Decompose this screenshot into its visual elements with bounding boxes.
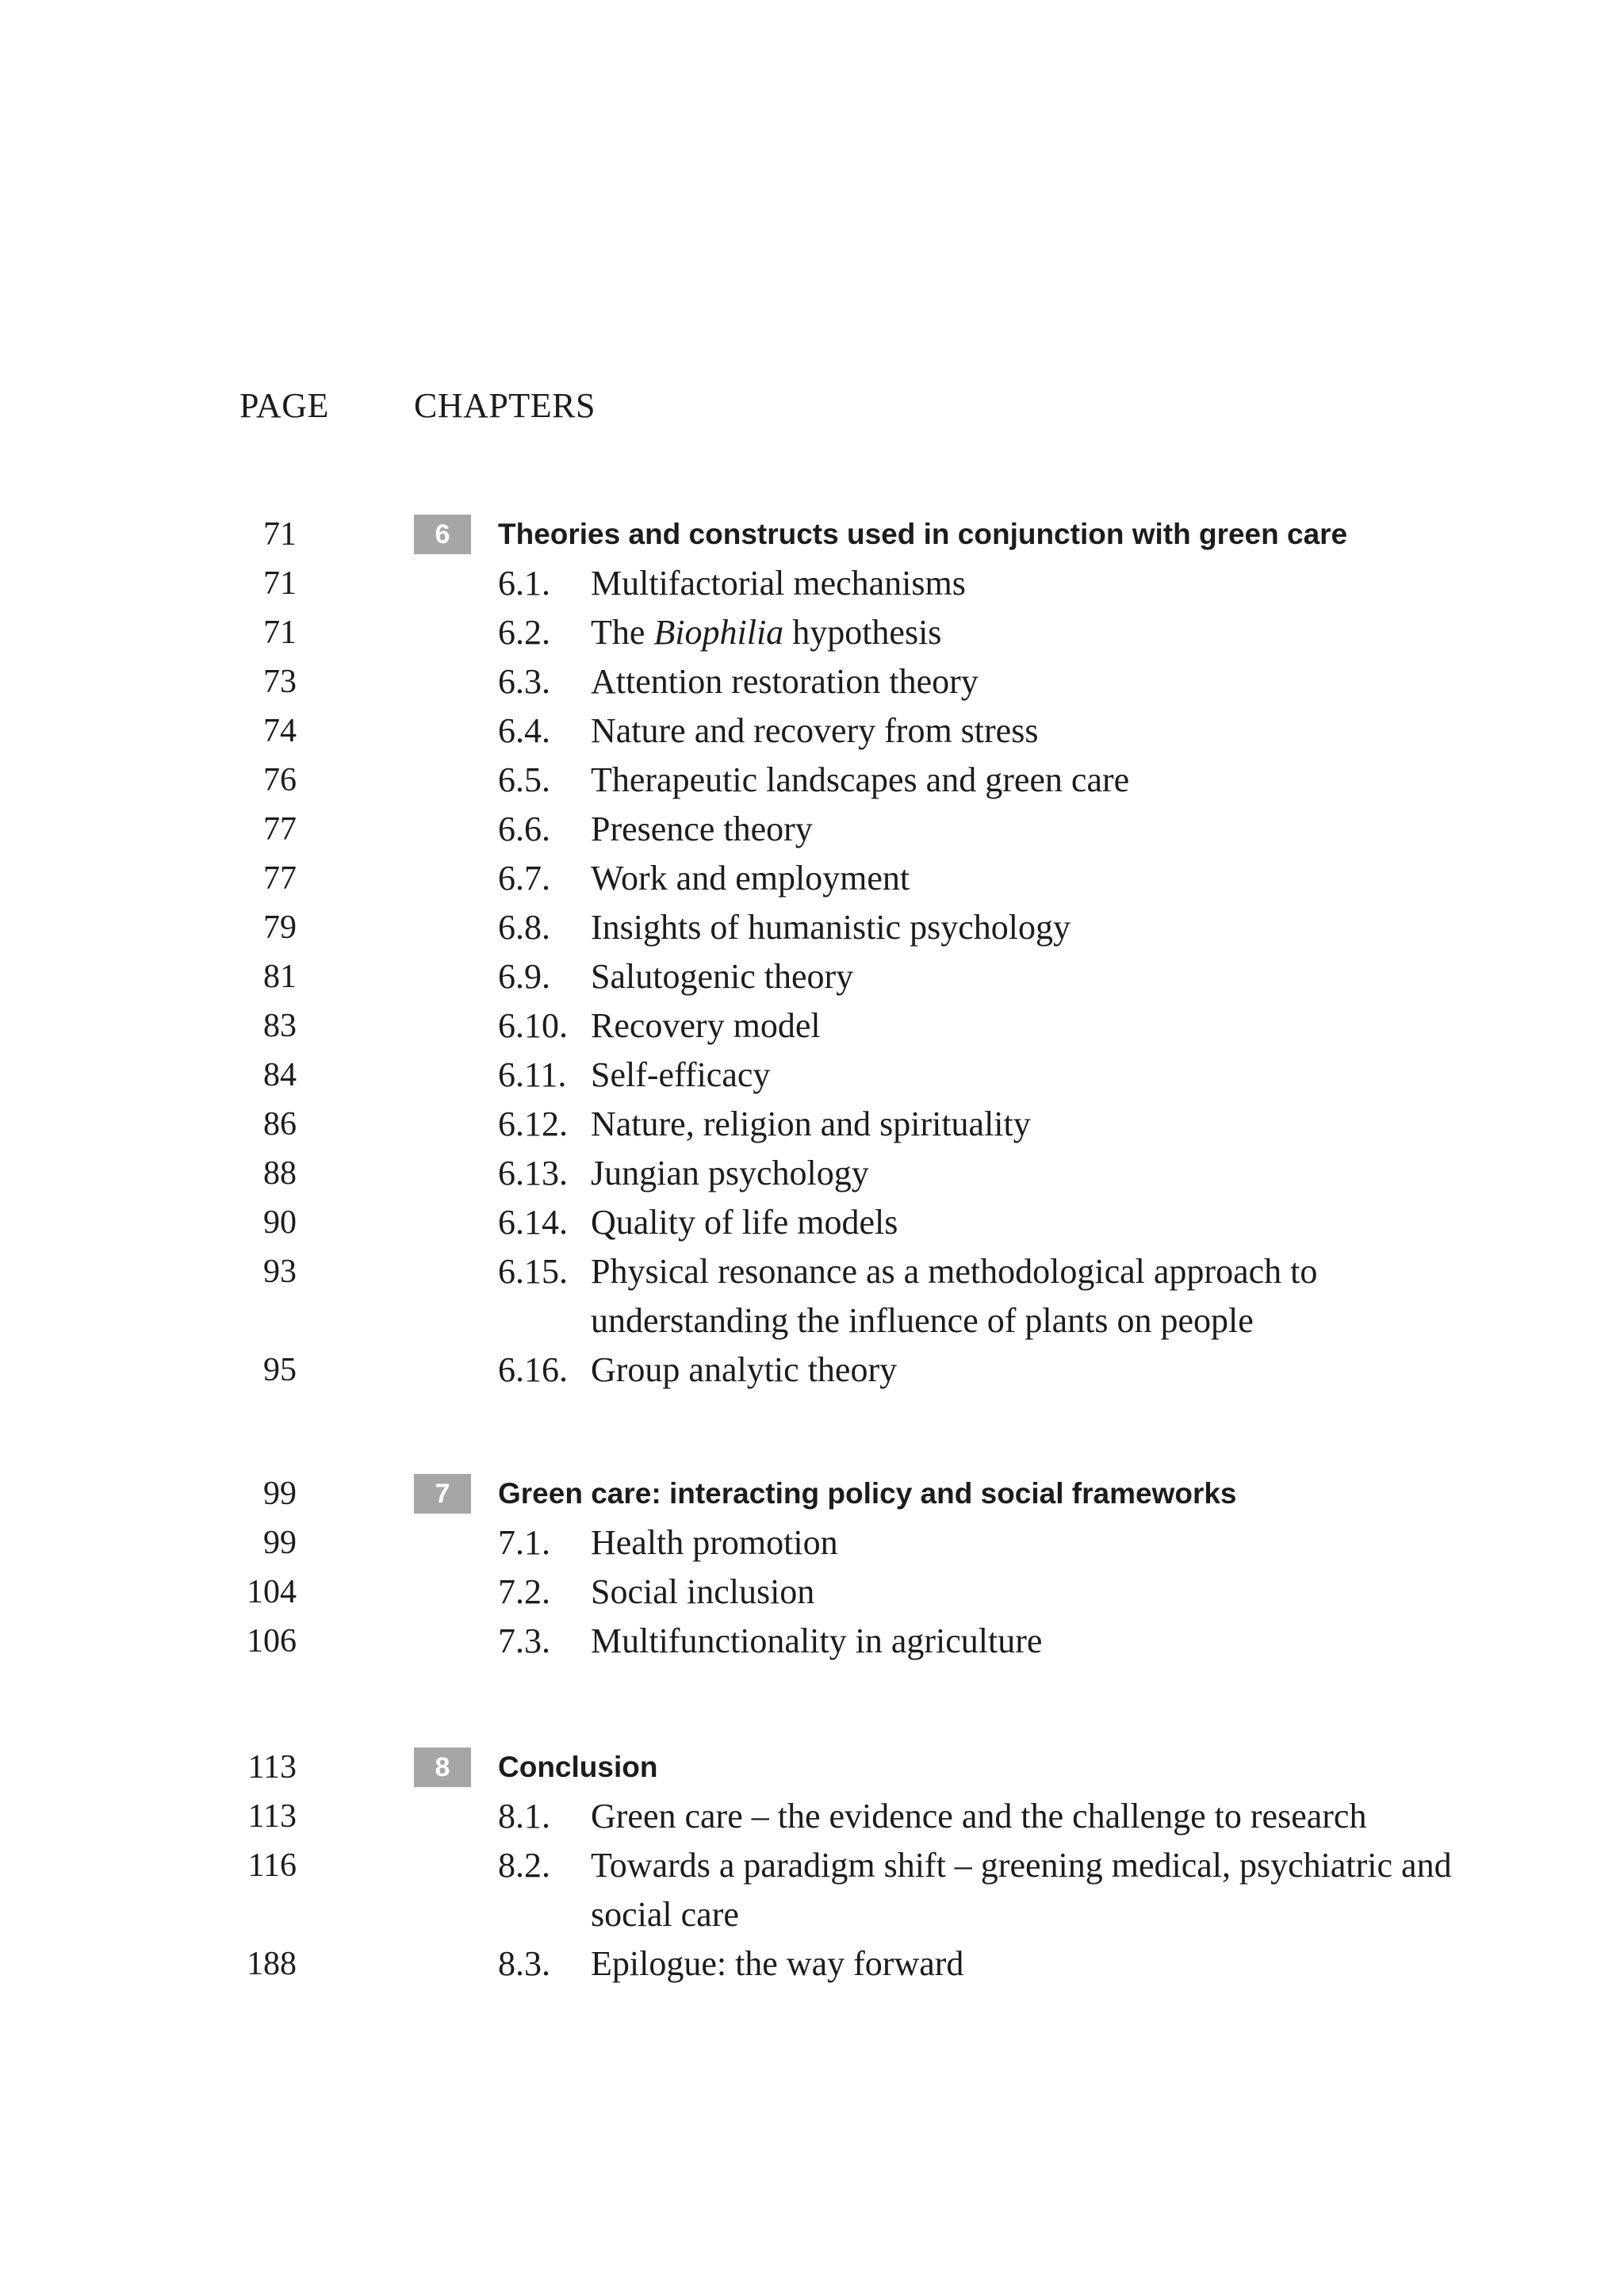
- chapter-page-number: 113: [247, 1749, 297, 1786]
- section-title: Social inclusion: [591, 1572, 815, 1611]
- entry-page-number: 99: [263, 1525, 297, 1561]
- entry-page-number: 106: [247, 1623, 297, 1659]
- toc-entry[interactable]: [0, 1841, 1624, 1939]
- toc-entry[interactable]: [0, 903, 1624, 952]
- toc-entry[interactable]: [0, 1346, 1624, 1395]
- entry-page-number: 88: [263, 1155, 297, 1192]
- chapter-page-number: 99: [263, 1476, 297, 1512]
- toc-entry[interactable]: [0, 805, 1624, 854]
- section-title: Multifunctionality in agriculture: [591, 1621, 1043, 1660]
- chapter-heading[interactable]: [0, 1743, 1624, 1792]
- section-title: Quality of life models: [591, 1203, 898, 1242]
- chapter-heading[interactable]: [0, 1469, 1624, 1518]
- section-number: 6.3.: [498, 662, 550, 701]
- section-number: 6.11.: [498, 1055, 567, 1094]
- section-title: Nature and recovery from stress: [591, 711, 1039, 750]
- entry-page-number: 116: [247, 1847, 297, 1884]
- toc-entry[interactable]: [0, 1617, 1624, 1666]
- section-number: 6.13.: [498, 1154, 568, 1192]
- entry-page-number: 83: [263, 1008, 297, 1044]
- section-title: Recovery model: [591, 1006, 821, 1045]
- chapter-6: [0, 510, 1624, 1395]
- entry-page-number: 76: [263, 762, 297, 798]
- section-title: Jungian psychology: [591, 1154, 869, 1192]
- toc-entry[interactable]: [0, 952, 1624, 1001]
- section-number: 6.8.: [498, 908, 550, 947]
- toc-entry[interactable]: [0, 559, 1624, 608]
- toc-entry[interactable]: [0, 1792, 1624, 1841]
- entry-page-number: 188: [247, 1946, 297, 1982]
- section-number: 6.16.: [498, 1350, 568, 1389]
- section-number: 8.2.: [498, 1846, 550, 1885]
- entry-page-number: 77: [263, 811, 297, 848]
- section-title: Nature, religion and spirituality: [591, 1104, 1031, 1143]
- toc-entry[interactable]: [0, 1149, 1624, 1198]
- section-title: Insights of humanistic psychology: [591, 908, 1071, 947]
- entry-page-number: 71: [263, 565, 297, 602]
- entry-page-number: 113: [247, 1798, 297, 1835]
- chapter-7: [0, 1469, 1624, 1666]
- toc-entry[interactable]: [0, 756, 1624, 805]
- entry-page-number: 104: [247, 1574, 297, 1610]
- section-title: Attention restoration theory: [591, 662, 979, 701]
- section-number: 6.2.: [498, 613, 550, 652]
- page-column-header: PAGE: [239, 386, 329, 425]
- entry-page-number: 90: [263, 1204, 297, 1241]
- entry-page-number: 86: [263, 1106, 297, 1143]
- chapter-number-badge: 7: [414, 1474, 471, 1514]
- toc-entry[interactable]: [0, 1100, 1624, 1149]
- entry-page-number: 71: [263, 614, 297, 651]
- section-title: Multifactorial mechanisms: [591, 564, 966, 603]
- section-number: 6.5.: [498, 760, 550, 799]
- entry-page-number: 93: [263, 1254, 297, 1290]
- toc-entry[interactable]: [0, 1568, 1624, 1617]
- section-number: 6.10.: [498, 1006, 568, 1045]
- section-title: [591, 608, 1479, 657]
- section-title: Health promotion: [591, 1523, 838, 1562]
- section-number: 6.4.: [498, 711, 550, 750]
- chapter-number-badge: 6: [414, 515, 471, 554]
- entry-page-number: 81: [263, 959, 297, 995]
- toc-entry[interactable]: [0, 1051, 1624, 1100]
- chapter-number-badge: 8: [414, 1748, 471, 1787]
- section-title: Towards a paradigm shift – greening medical, psychiatric and social care: [591, 1846, 1452, 1934]
- section-number: 6.6.: [498, 810, 550, 848]
- toc-entry[interactable]: [0, 1518, 1624, 1568]
- toc-entry[interactable]: [0, 1939, 1624, 1989]
- section-number: 7.1.: [498, 1523, 550, 1562]
- toc-entry[interactable]: [0, 657, 1624, 706]
- section-title-italic: Biophilia: [653, 613, 784, 652]
- section-number: 6.9.: [498, 957, 550, 996]
- entry-page-number: 77: [263, 860, 297, 897]
- section-title: Group analytic theory: [591, 1350, 898, 1389]
- section-number: 6.1.: [498, 564, 550, 603]
- section-title: Epilogue: the way forward: [591, 1944, 964, 1983]
- entry-page-number: 84: [263, 1057, 297, 1093]
- section-title: Self-efficacy: [591, 1055, 771, 1094]
- section-title: Physical resonance as a methodological approach to understanding the influence of plants on people: [591, 1252, 1318, 1340]
- chapter-page-number: 71: [263, 516, 297, 553]
- toc-entry[interactable]: [0, 854, 1624, 903]
- chapter-title: Theories and constructs used in conjunction with green care: [498, 518, 1348, 550]
- toc-entry[interactable]: [0, 1001, 1624, 1051]
- entry-page-number: 79: [263, 909, 297, 946]
- section-number: 8.1.: [498, 1797, 550, 1836]
- chapter-title: Green care: interacting policy and social frameworks: [498, 1477, 1237, 1510]
- section-number: 6.14.: [498, 1203, 568, 1242]
- entry-page-number: 74: [263, 713, 297, 749]
- toc-entry[interactable]: [0, 1198, 1624, 1247]
- toc-entry[interactable]: [0, 1247, 1624, 1346]
- entry-page-number: 73: [263, 664, 297, 700]
- toc-entry[interactable]: [0, 608, 1624, 657]
- section-title-part: hypothesis: [783, 613, 942, 652]
- entry-page-number: 95: [263, 1352, 297, 1388]
- chapter-heading[interactable]: [0, 510, 1624, 559]
- section-title: Green care – the evidence and the challenge to research: [591, 1797, 1367, 1836]
- chapter-title: Conclusion: [498, 1751, 658, 1783]
- section-number: 6.12.: [498, 1104, 568, 1143]
- section-title: Presence theory: [591, 810, 813, 848]
- section-title: Work and employment: [591, 859, 910, 898]
- section-number: 7.2.: [498, 1572, 550, 1611]
- section-number: 7.3.: [498, 1621, 550, 1660]
- section-title: Salutogenic theory: [591, 957, 854, 996]
- section-number: 6.15.: [498, 1252, 568, 1291]
- section-number: 8.3.: [498, 1944, 550, 1983]
- chapters-column-header: CHAPTERS: [414, 386, 596, 425]
- section-title: Therapeutic landscapes and green care: [591, 760, 1130, 799]
- toc-entry[interactable]: [0, 706, 1624, 756]
- section-title-part: The: [591, 613, 654, 652]
- section-number: 6.7.: [498, 859, 550, 898]
- chapter-8: [0, 1743, 1624, 1989]
